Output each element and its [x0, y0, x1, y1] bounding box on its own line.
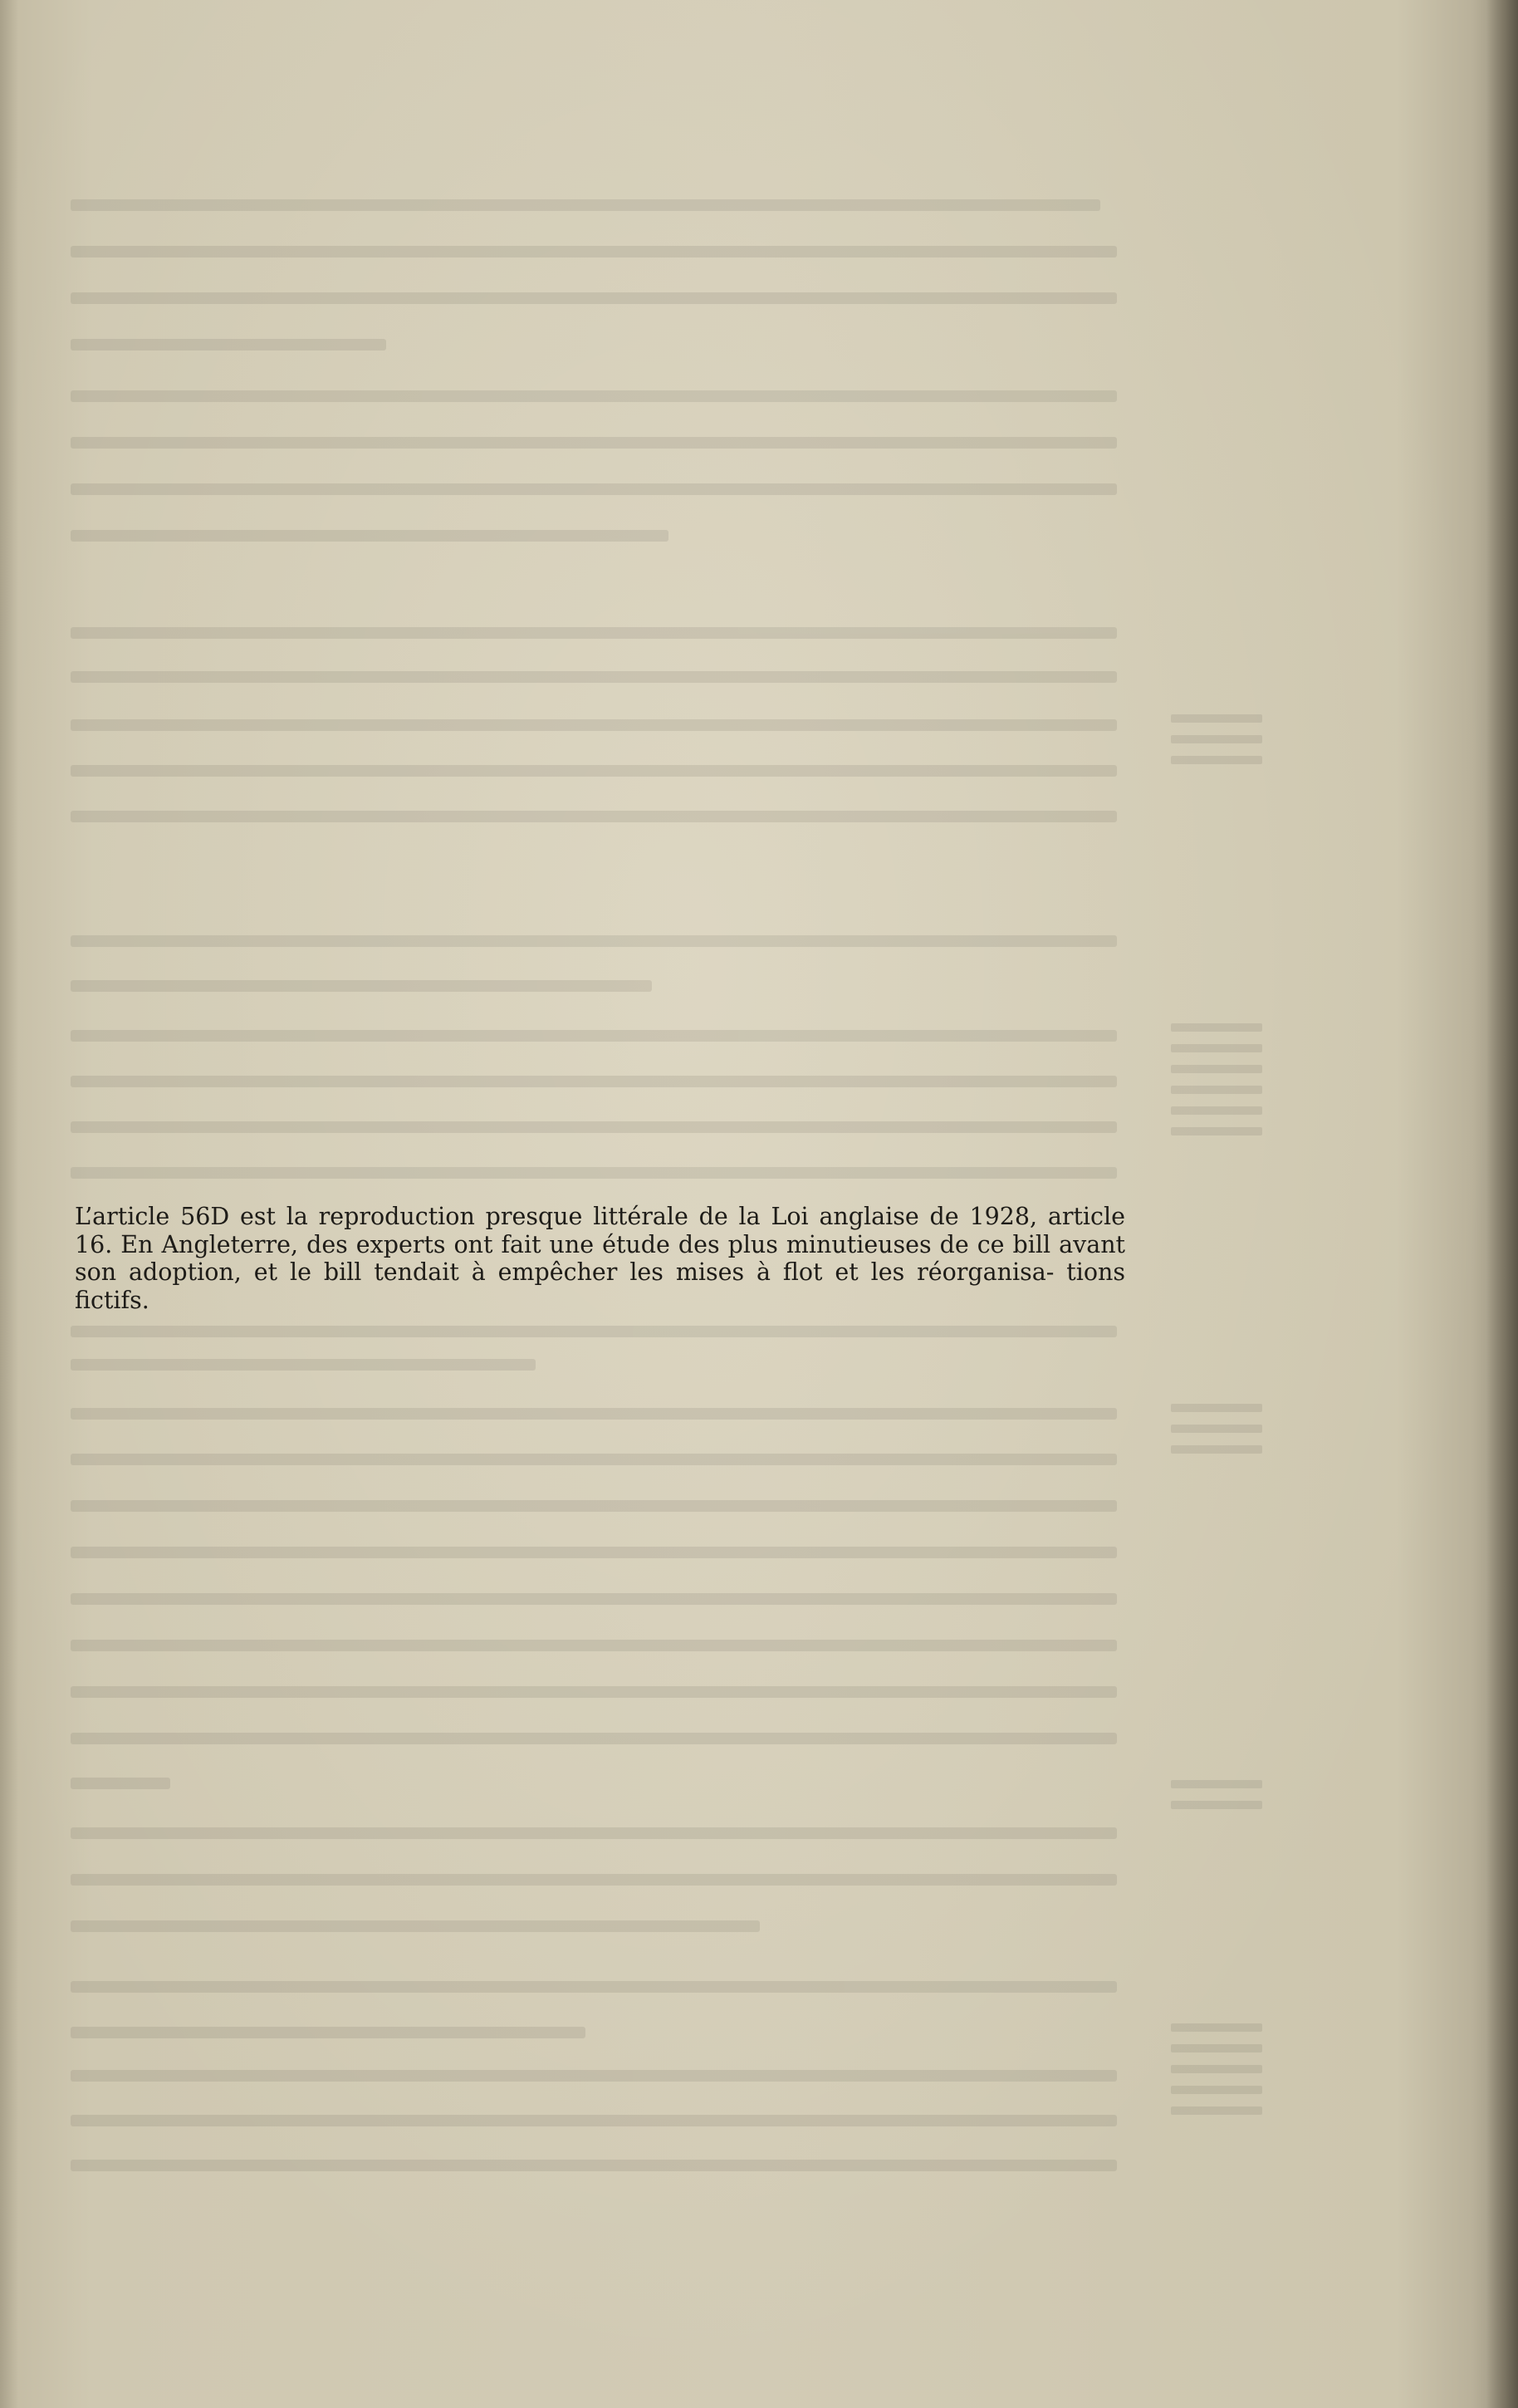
- bleed-line: [71, 1778, 170, 1789]
- page-right-shadow: [1486, 0, 1518, 2408]
- bleed-line: [71, 339, 386, 351]
- bleed-line: [71, 1454, 1117, 1465]
- bleed-line: [71, 627, 1117, 639]
- footnote-line: tions fictifs.: [75, 1258, 1125, 1314]
- bleed-line: [71, 246, 1117, 257]
- bleed-line: [71, 1874, 1117, 1886]
- bleed-margin-note: [1171, 1404, 1262, 1412]
- bleed-line: [71, 671, 1117, 683]
- bleed-line: [71, 437, 1117, 449]
- bleed-line: [71, 1593, 1117, 1605]
- bleed-line: [71, 935, 1117, 947]
- page-left-shadow: [0, 0, 18, 2408]
- bleed-line: [71, 811, 1117, 822]
- bleed-margin-note: [1171, 1023, 1262, 1032]
- bleed-margin-note: [1171, 1425, 1262, 1433]
- bleed-line: [71, 2070, 1117, 2082]
- footnote-line: L’article 56D est la reproduction presque littérale de la Loi anglaise de 1928,: [75, 1203, 1038, 1230]
- bleed-margin-note: [1171, 2065, 1262, 2073]
- bleed-line: [71, 1686, 1117, 1698]
- bleed-line: [71, 980, 652, 992]
- bleed-line: [71, 765, 1117, 777]
- bleed-line: [71, 1359, 536, 1371]
- bleed-margin-note: [1171, 1106, 1262, 1115]
- bleed-margin-note: [1171, 2106, 1262, 2115]
- bleed-line: [71, 1920, 760, 1932]
- bleed-line: [71, 292, 1117, 304]
- bleed-line: [71, 1640, 1117, 1651]
- bleed-line: [71, 199, 1100, 211]
- bleed-line: [71, 2027, 585, 2038]
- bleed-margin-note: [1171, 1801, 1262, 1809]
- bleed-line: [71, 1408, 1117, 1420]
- bleed-line: [71, 1167, 1117, 1179]
- bleed-line: [71, 1981, 1117, 1993]
- bleed-line: [71, 1076, 1117, 1087]
- bleed-margin-note: [1171, 2044, 1262, 2052]
- bleed-margin-note: [1171, 714, 1262, 723]
- bleed-line: [71, 483, 1117, 495]
- bleed-margin-note: [1171, 1086, 1262, 1094]
- bleed-margin-note: [1171, 735, 1262, 743]
- bleed-line: [71, 1827, 1117, 1839]
- bleed-line: [71, 1326, 1117, 1337]
- bleed-margin-note: [1171, 756, 1262, 764]
- bleed-margin-note: [1171, 1445, 1262, 1454]
- bleed-line: [71, 719, 1117, 731]
- footnote-line: bill avant son adoption, et le bill tendait à empêcher les mises à flot et les réorganisa-: [75, 1230, 1126, 1286]
- bleed-line: [71, 1121, 1117, 1133]
- bleed-line: [71, 2115, 1117, 2126]
- bleed-line: [71, 2160, 1117, 2171]
- bleed-line: [71, 1547, 1117, 1558]
- bleed-margin-note: [1171, 2086, 1262, 2094]
- bleed-line: [71, 1030, 1117, 1042]
- bleed-margin-note: [1171, 1044, 1262, 1052]
- bleed-line: [71, 390, 1117, 402]
- bleed-margin-note: [1171, 2023, 1262, 2032]
- bleed-margin-note: [1171, 1780, 1262, 1788]
- footnote-paragraph: [75, 1203, 1125, 1314]
- bleed-margin-note: [1171, 1127, 1262, 1135]
- footnote-line: article 16. En Angleterre, des experts ont fait une étude des plus minutieuses de ce: [75, 1203, 1125, 1258]
- bleed-line: [71, 1733, 1117, 1744]
- bleed-margin-note: [1171, 1065, 1262, 1073]
- bleed-line: [71, 530, 668, 542]
- bleed-line: [71, 1500, 1117, 1512]
